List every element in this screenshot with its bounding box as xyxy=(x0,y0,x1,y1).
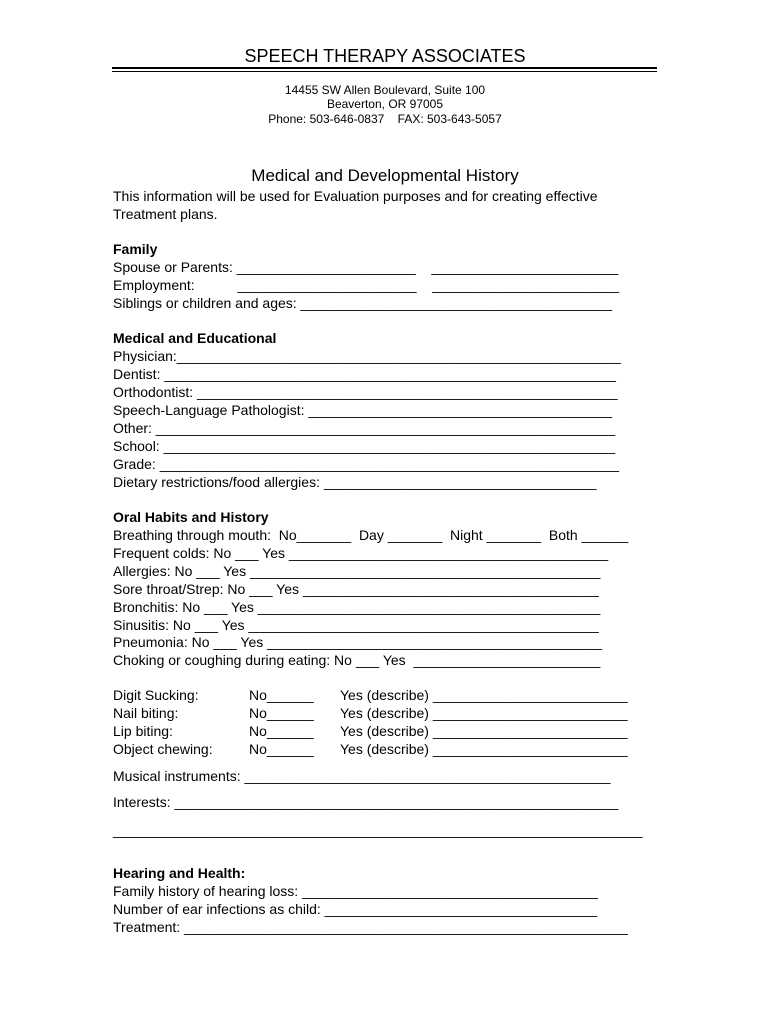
habit-label: Object chewing: xyxy=(113,741,213,757)
field-hearing-loss-history[interactable]: Family history of hearing loss: ______________________________________ xyxy=(113,883,598,899)
field-interests-continued[interactable]: ____________________________________________________________________ xyxy=(113,822,643,838)
section-heading-oral: Oral Habits and History xyxy=(113,509,269,525)
habit-no-field[interactable]: No______ xyxy=(249,741,314,757)
field-musical-instruments[interactable]: Musical instruments: _______________________________________________ xyxy=(113,768,611,784)
field-slp[interactable]: Speech-Language Pathologist: _______________________________________ xyxy=(113,402,613,418)
field-interests[interactable]: Interests: _________________________________________________________ xyxy=(113,794,619,810)
field-ear-infections[interactable]: Number of ear infections as child: ___________________________________ xyxy=(113,901,598,917)
field-spouse-parents[interactable]: Spouse or Parents: _______________________ ________________________ xyxy=(113,259,619,275)
habit-label: Nail biting: xyxy=(113,705,179,721)
field-orthodontist[interactable]: Orthodontist: ______________________________________________________ xyxy=(113,384,618,400)
field-sinusitis[interactable]: Sinusitis: No ___ Yes _____________________________________________ xyxy=(113,617,599,633)
address-line-2: Beaverton, OR 97005 xyxy=(326,97,444,111)
habit-yes-field[interactable]: Yes (describe) _________________________ xyxy=(340,687,628,703)
field-treatment[interactable]: Treatment: _________________________________________________________ xyxy=(113,919,628,935)
habit-label: Lip biting: xyxy=(113,723,173,739)
field-employment[interactable]: Employment: _______________________ ________________________ xyxy=(113,277,619,293)
header-rule-thin xyxy=(112,71,657,72)
header-rule-thick xyxy=(112,67,657,69)
contact-phone-fax: Phone: 503-646-0837 FAX: 503-643-5057 xyxy=(268,112,502,126)
habit-yes-field[interactable]: Yes (describe) _________________________ xyxy=(340,741,628,757)
section-heading-hearing: Hearing and Health: xyxy=(113,865,246,881)
field-dentist[interactable]: Dentist: __________________________________________________________ xyxy=(113,366,616,382)
habit-no-field[interactable]: No______ xyxy=(249,687,314,703)
field-pneumonia[interactable]: Pneumonia: No ___ Yes ___________________________________________ xyxy=(113,634,602,650)
page-title: Medical and Developmental History xyxy=(251,166,519,185)
habit-no-field[interactable]: No______ xyxy=(249,705,314,721)
field-breathing[interactable]: Breathing through mouth: No_______ Day _______ Night _______ Both ______ xyxy=(113,527,629,543)
field-school[interactable]: School: __________________________________________________________ xyxy=(113,438,616,454)
habit-yes-field[interactable]: Yes (describe) _________________________ xyxy=(340,723,628,739)
field-allergies[interactable]: Allergies: No ___ Yes _____________________________________________ xyxy=(113,563,601,579)
field-frequent-colds[interactable]: Frequent colds: No ___ Yes _________________________________________ xyxy=(113,545,609,561)
field-grade[interactable]: Grade: ___________________________________________________________ xyxy=(113,456,620,472)
org-name: SPEECH THERAPY ASSOCIATES xyxy=(244,46,526,66)
section-heading-family: Family xyxy=(113,241,158,257)
field-sore-throat[interactable]: Sore throat/Strep: No ___ Yes ______________________________________ xyxy=(113,581,599,597)
field-physician[interactable]: Physician:_________________________________________________________ xyxy=(113,348,621,364)
intro-text-2: Treatment plans. xyxy=(113,206,218,222)
habit-no-field[interactable]: No______ xyxy=(249,723,314,739)
intro-text-1: This information will be used for Evaluation purposes and for creating effective xyxy=(113,188,598,204)
field-other[interactable]: Other: ___________________________________________________________ xyxy=(113,420,616,436)
field-bronchitis[interactable]: Bronchitis: No ___ Yes ____________________________________________ xyxy=(113,599,601,615)
section-heading-medical: Medical and Educational xyxy=(113,330,277,346)
address-line-1: 14455 SW Allen Boulevard, Suite 100 xyxy=(284,83,486,97)
habit-yes-field[interactable]: Yes (describe) _________________________ xyxy=(340,705,628,721)
field-choking[interactable]: Choking or coughing during eating: No ___ Yes ________________________ xyxy=(113,652,601,668)
field-siblings[interactable]: Siblings or children and ages: ________________________________________ xyxy=(113,295,613,311)
field-dietary[interactable]: Dietary restrictions/food allergies: ___________________________________ xyxy=(113,474,597,490)
habit-label: Digit Sucking: xyxy=(113,687,199,703)
